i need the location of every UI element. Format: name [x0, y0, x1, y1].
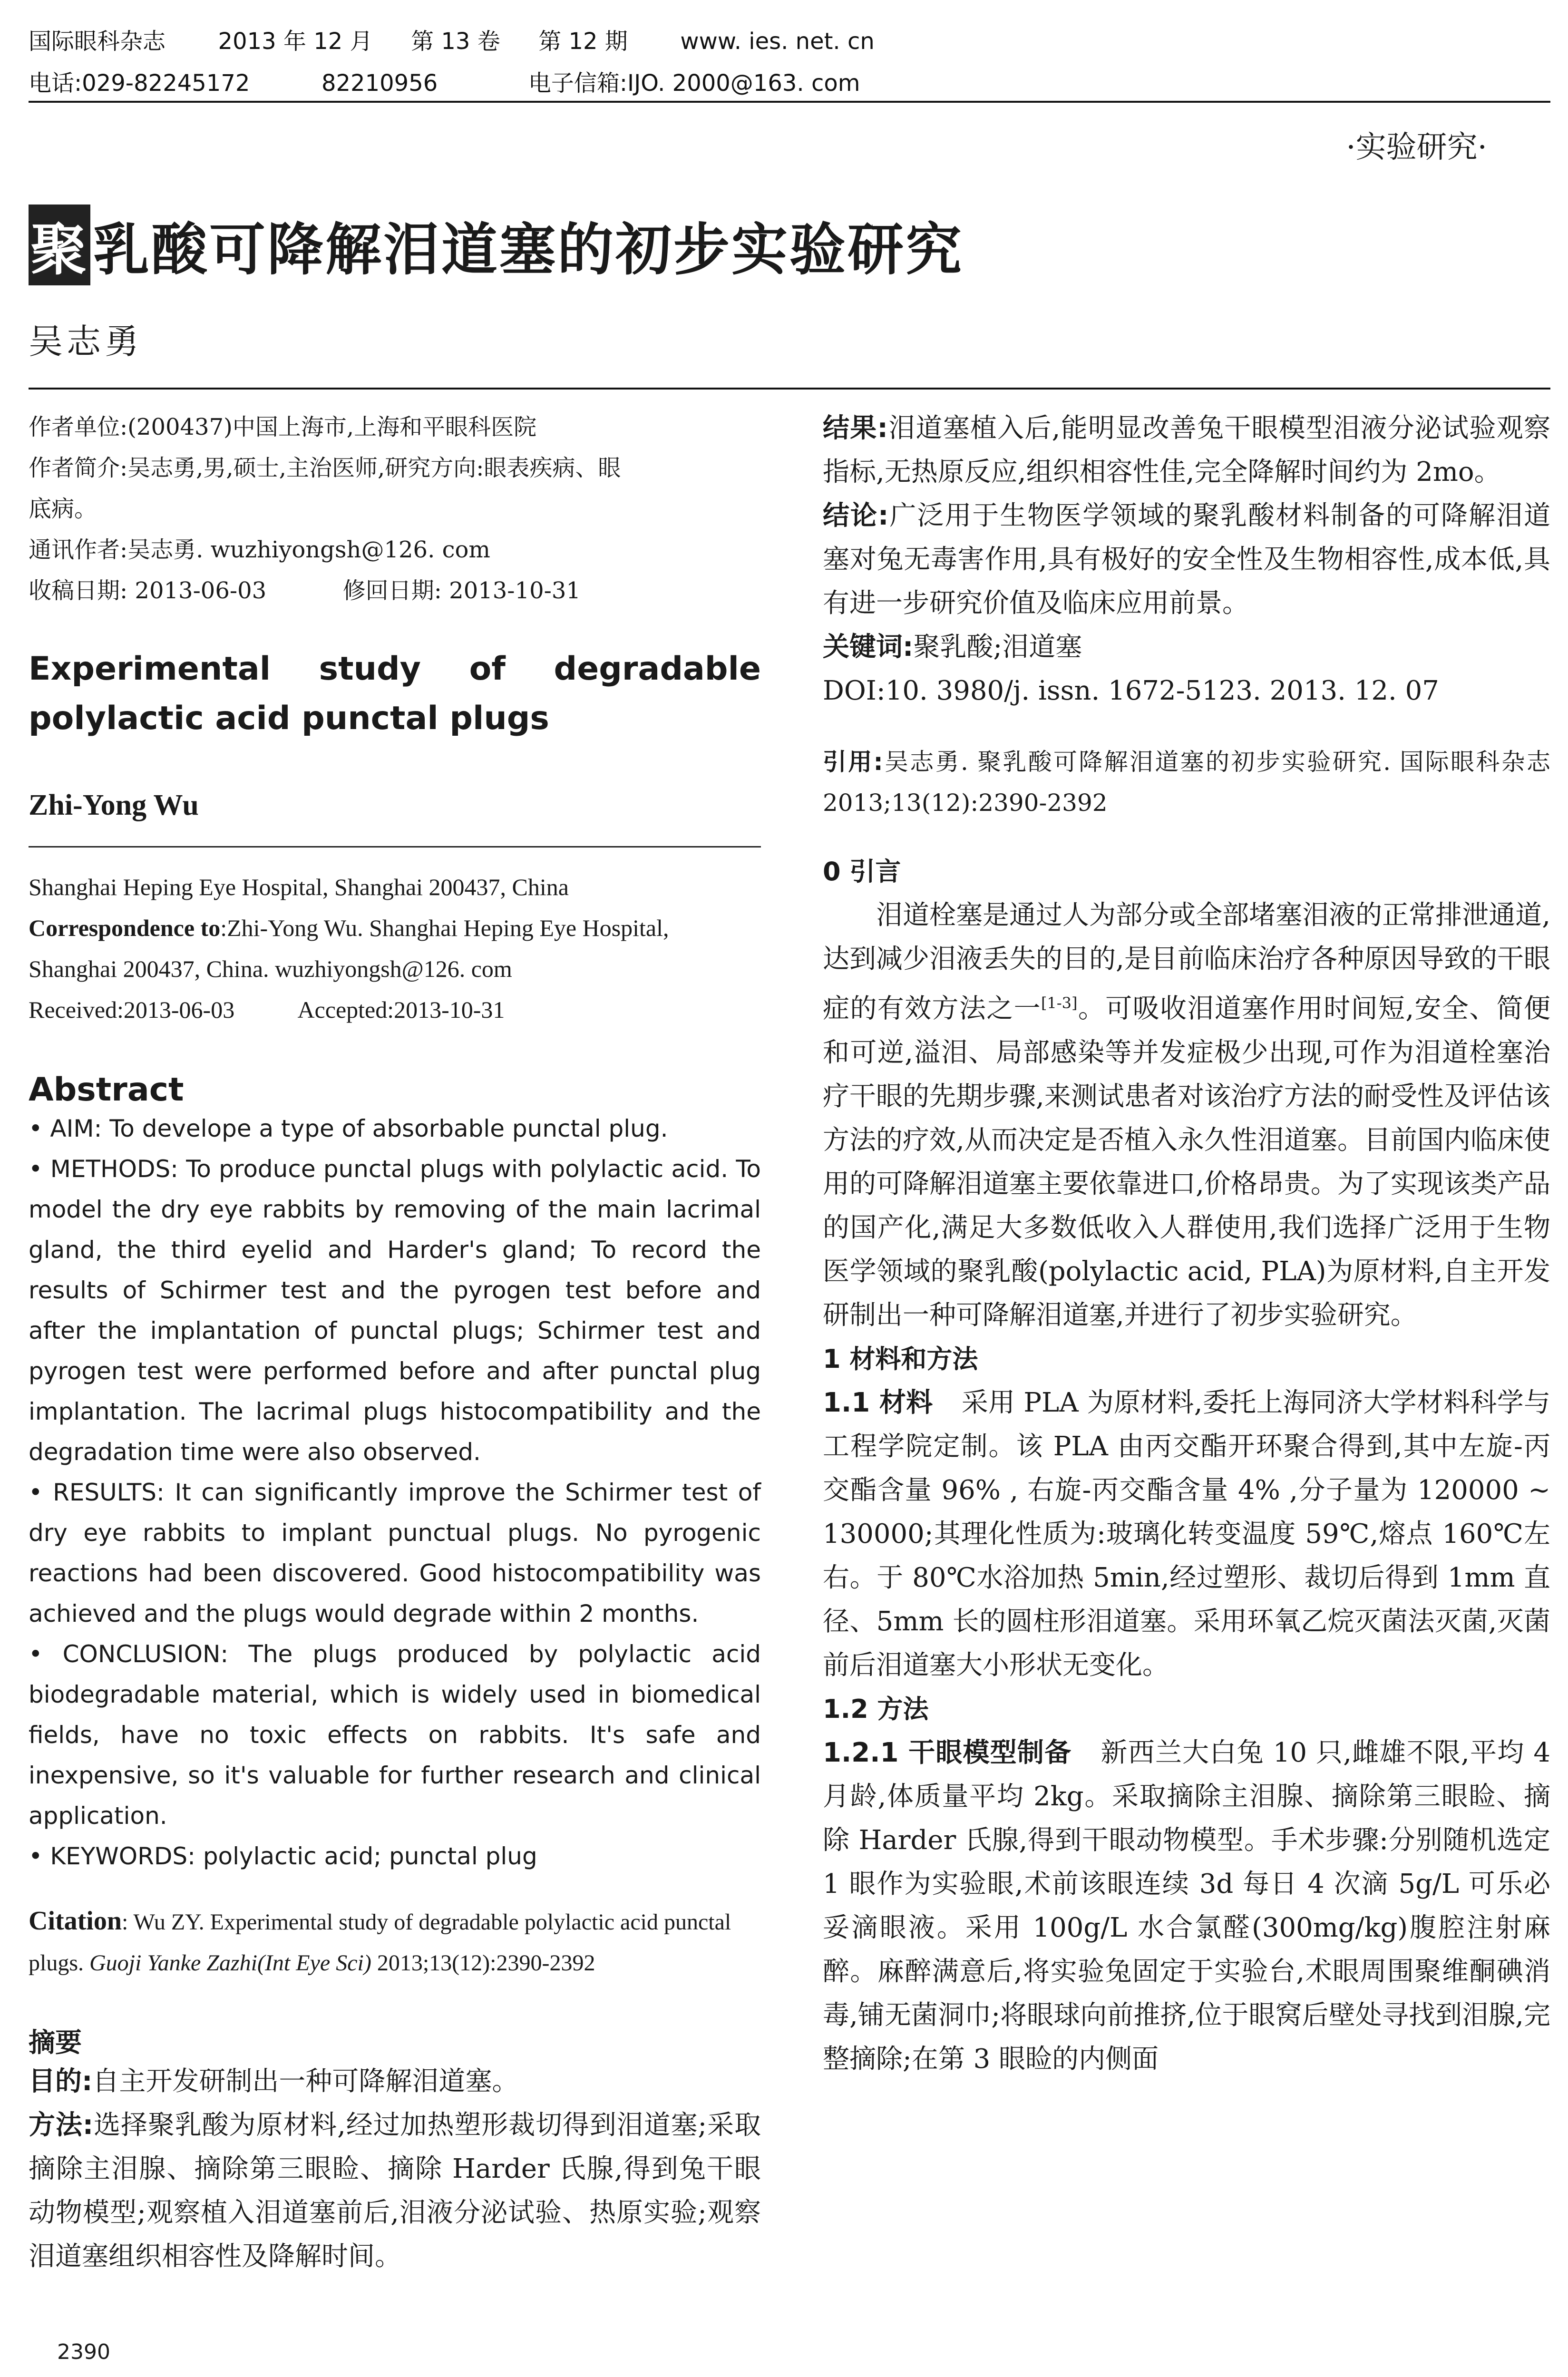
- cn-abstract-heading: 摘要: [29, 2027, 82, 2058]
- intro-text-a: 泪道栓塞是通过人为部分或全部堵塞泪液的正常排泄通道,达到减少泪液丢失的目的,是目前临床治疗各种原因导致的干眼症的有效方法之一: [823, 900, 1550, 1024]
- author-meta: [29, 407, 761, 611]
- cn-conclusion-label: 结论:: [823, 500, 889, 531]
- section-1-1-text: 采用 PLA 为原材料,委托上海同济大学材料科学与工程学院定制。该 PLA 由丙交酯开环聚合得到,其中左旋-丙交酯含量 96% , 右旋-丙交酯含量 4% ,分子量为 120000 ~ 130000;其理化性质为:玻璃化转变温度 59℃,熔点 160℃左右。于 80℃水浴加热 5min,经过塑形、裁切后得到 1mm 直径、5mm 长的圆柱形泪道塞。采用环氧乙烷灭菌法灭菌,灭菌前后泪道塞大小形状无变化。: [823, 1387, 1551, 1681]
- title-rule: [29, 388, 1550, 390]
- running-header-line-2: [29, 65, 860, 97]
- cn-results-label: 结果:: [823, 413, 888, 444]
- revised-date: 修回日期: 2013-10-31: [342, 577, 581, 604]
- author-bio-2: 底病。: [29, 496, 97, 522]
- correspondence-label: Correspondence to: [29, 915, 221, 941]
- section-1-1: [823, 1381, 1550, 1687]
- page-number: 2390: [57, 2340, 110, 2364]
- english-author: Zhi-Yong Wu: [29, 789, 199, 821]
- header-rule: [29, 101, 1550, 103]
- phone: 电话:029-82245172: [29, 70, 250, 97]
- cn-results: [823, 407, 1550, 494]
- section-1-2-heading: 1.2 方法: [823, 1694, 929, 1724]
- cn-citation-text: 吴志勇. 聚乳酸可降解泪道塞的初步实验研究. 国际眼科杂志 2013;13(12):2390-2392: [823, 748, 1551, 817]
- citation-label: Citation: [29, 1906, 122, 1936]
- abstract-conclusion: • CONCLUSION: The plugs produced by polylactic acid biodegradable material, which is widely used in biomedical fields, have no toxic effects on rabbits. It's safe and inexpensive, so it's valuable for further research and clinical application.: [29, 1640, 761, 1830]
- right-column: [823, 407, 1550, 2081]
- english-title: [29, 644, 761, 743]
- article-title: [29, 205, 964, 285]
- english-meta: [29, 867, 761, 1030]
- citation: [29, 1900, 761, 1984]
- dates: [29, 570, 761, 611]
- english-hospital: Shanghai Heping Eye Hospital, Shanghai 200437, China: [29, 874, 569, 900]
- volume: 第 13 卷: [411, 28, 500, 55]
- phone-2: 82210956: [321, 70, 438, 97]
- correspondence-text: :Zhi-Yong Wu. Shanghai Heping Eye Hospital,: [220, 915, 669, 941]
- abstract-keywords: • KEYWORDS: polylactic acid; punctal plug: [29, 1842, 537, 1870]
- cn-aim-text: 自主开发研制出一种可降解泪道塞。: [92, 2066, 519, 2097]
- author-bio-1: 作者简介:吴志勇,男,硕士,主治医师,研究方向:眼表疾病、眼: [29, 455, 621, 481]
- affiliation: 作者单位:(200437)中国上海市,上海和平眼科医院: [29, 414, 537, 440]
- author-cn: 吴志勇: [29, 321, 143, 361]
- english-title-line-1: Experimental study of degradable: [29, 650, 761, 688]
- cn-aim-label: 目的:: [29, 2066, 93, 2097]
- citation-journal: Guoji Yanke Zazhi(Int Eye Sci): [89, 1950, 371, 1976]
- issue: 第 12 期: [538, 28, 628, 55]
- cn-conclusion: [823, 494, 1550, 625]
- abstract-results: • RESULTS: It can significantly improve the Schirmer test of dry eye rabbits to implant punctual plugs. No pyrogenic reactions had been discovered. Good histocompatibility was achieved and the plugs would degrade within 2 months.: [29, 1479, 761, 1627]
- website: www. ies. net. cn: [680, 28, 875, 55]
- title-first-char: 聚: [29, 205, 90, 285]
- doi: DOI:10. 3980/j. issn. 1672-5123. 2013. 12. 07: [823, 675, 1439, 706]
- cn-results-text: 泪道塞植入后,能明显改善兔干眼模型泪液分泌试验观察指标,无热原反应,组织相容性佳,完全降解时间约为 2mo。: [823, 413, 1550, 487]
- english-title-line-2: polylactic acid punctal plugs: [29, 700, 549, 737]
- intro-paragraph: [823, 894, 1550, 1337]
- abstract-heading: Abstract: [29, 1071, 184, 1109]
- english-correspondence-2: Shanghai 200437, China. wuzhiyongsh@126. com: [29, 955, 512, 982]
- section-1-heading: 1 材料和方法: [823, 1344, 978, 1374]
- english-abstract: [29, 1109, 761, 1877]
- intro-text-b: 。可吸收泪道塞作用时间短,安全、简便和可逆,溢泪、局部感染等并发症极少出现,可作为泪道栓塞治疗干眼的先期步骤,来测试患者对该治疗方法的耐受性及评估该方法的疗效,从而决定是否植入永久性泪道塞。目前国内临床使用的可降解泪道塞主要依靠进口,价格昂贵。为了实现该类产品的国产化,满足大多数低收入人群使用,我们选择广泛用于生物医学领域的聚乳酸(polylactic acid, PLA)为原材料,自主开发研制出一种可降解泪道塞,并进行了初步实验研究。: [823, 993, 1550, 1331]
- section-1-2-1-label: 1.2.1 干眼模型制备: [823, 1737, 1072, 1768]
- citation-text-2: 2013;13(12):2390-2392: [371, 1950, 595, 1976]
- section-1-2-1-text: 新西兰大白兔 10 只,雌雄不限,平均 4 月龄,体质量平均 2kg。采取摘除主泪腺、摘除第三眼睑、摘除 Harder 氏腺,得到干眼动物模型。手术步骤:分别随机选定 1 眼作为实验眼,术前该眼连续 3d 每日 4 次滴 5g/L 可乐必妥滴眼液。采用 100g/L 水合氯醛(300mg/kg)腹腔注射麻醉。麻醉满意后,将实验兔固定于实验台,术眼周围聚维酮碘消毒,铺无菌洞巾;将眼球向前推挤,位于眼窝后壁处寻找到泪腺,完整摘除;在第 3 眼睑的内侧面: [823, 1737, 1551, 2075]
- section-1-2-1: [823, 1731, 1550, 2081]
- cn-keywords-text: 聚乳酸;泪道塞: [913, 632, 1082, 662]
- english-correspondence: [29, 907, 761, 948]
- section-1-1-label: 1.1 材料: [823, 1387, 933, 1418]
- cn-methods-label: 方法:: [29, 2110, 94, 2141]
- cn-conclusion-text: 广泛用于生物医学领域的聚乳酸材料制备的可降解泪道塞对兔无毒害作用,具有极好的安全性及生物相容性,成本低,具有进一步研究价值及临床应用前景。: [823, 500, 1550, 619]
- cn-methods-text: 选择聚乳酸为原材料,经过加热塑形裁切得到泪道塞;采取摘除主泪腺、摘除第三眼睑、摘除 Harder 氏腺,得到兔干眼动物模型;观察植入泪道塞前后,泪液分泌试验、热原实验;观察泪道塞组织相容性及降解时间。: [29, 2110, 761, 2272]
- cn-keywords-label: 关键词:: [823, 632, 914, 662]
- running-header-line-1: [29, 23, 875, 56]
- intro-reference: [1-3]: [1041, 994, 1078, 1012]
- cn-citation: [823, 741, 1550, 823]
- title-rest: 乳酸可降解泪道塞的初步实验研究: [93, 216, 964, 283]
- cn-citation-label: 引用:: [823, 748, 883, 776]
- english-accepted: Accepted:2013-10-31: [297, 996, 505, 1023]
- section-tag: ·实验研究·: [1346, 130, 1487, 165]
- cn-abstract-methods: [29, 2104, 761, 2279]
- cn-abstract-aim: [29, 2060, 761, 2104]
- cn-keywords: [823, 625, 1550, 669]
- journal-name: 国际眼科杂志: [29, 28, 166, 55]
- issue-date: 2013 年 12 月: [218, 28, 373, 55]
- intro-heading: 0 引言: [823, 857, 901, 887]
- citation-text-1: : Wu ZY. Experimental study of degradable polylactic acid punctal plugs.: [29, 1909, 731, 1976]
- left-column: [29, 407, 761, 2279]
- english-dates: [29, 989, 761, 1030]
- english-received: Received:2013-06-03: [29, 996, 235, 1023]
- received-date: 收稿日期: 2013-06-03: [29, 577, 267, 604]
- email: 电子信箱:IJO. 2000@163. com: [528, 70, 860, 97]
- corresponding-author: 通讯作者:吴志勇. wuzhiyongsh@126. com: [29, 536, 490, 563]
- english-author-rule: [29, 846, 761, 848]
- abstract-aim: • AIM: To develope a type of absorbable punctal plug.: [29, 1115, 668, 1142]
- abstract-methods: • METHODS: To produce punctal plugs with polylactic acid. To model the dry eye rabbits by removing of the main lacrimal gland, the third eyelid and Harder's gland; To record the results of Schirmer test and the pyrogen test before and after the implantation of punctal plugs; Schirmer test and pyrogen test were performed before and after punctal plug implantation. The lacrimal plugs histocompatibility and the degradation time were also observed.: [29, 1155, 761, 1466]
